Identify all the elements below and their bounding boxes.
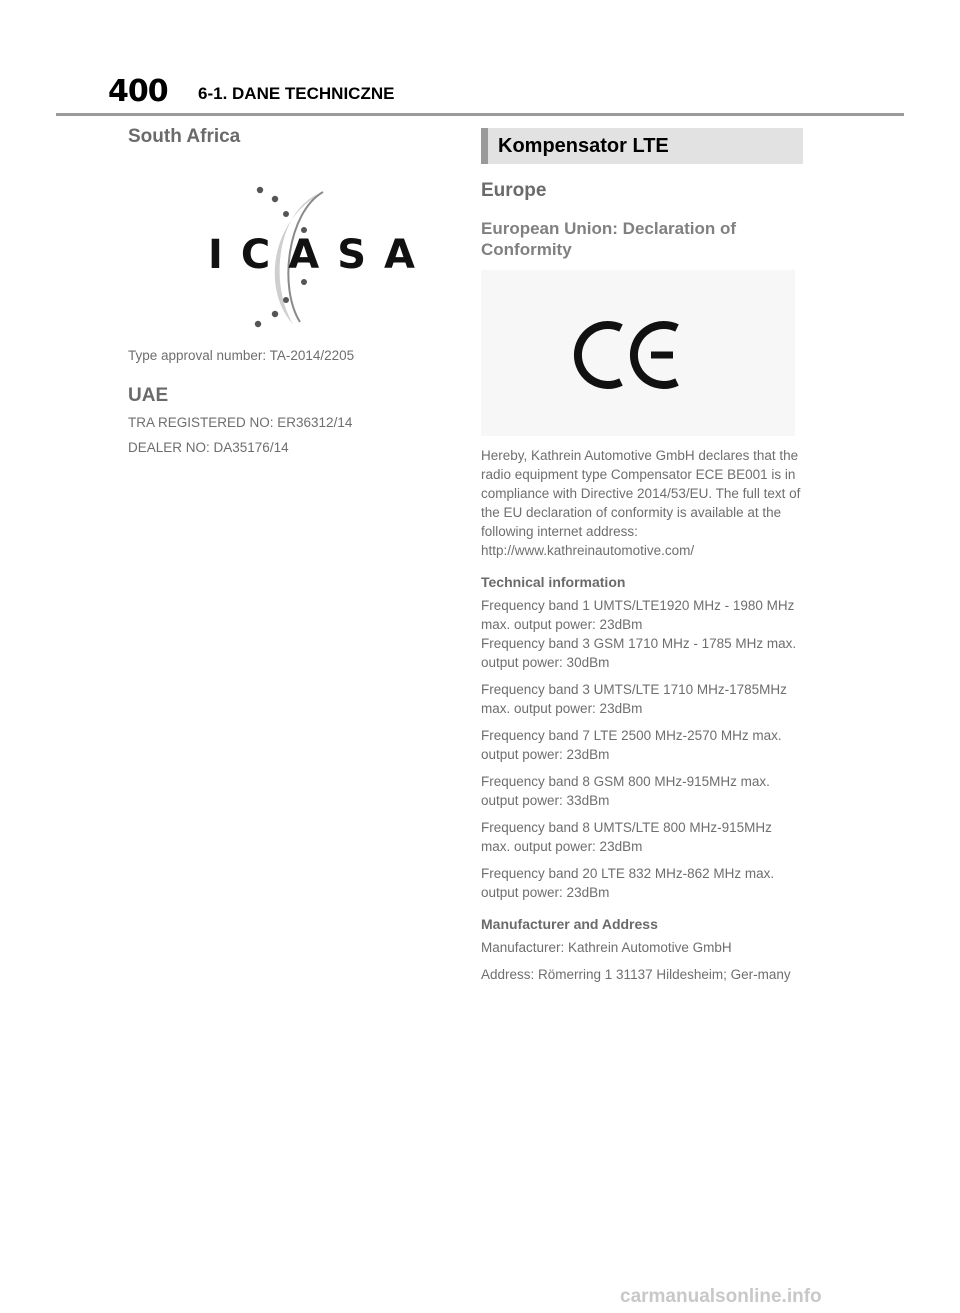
ce-mark-icon — [481, 270, 795, 436]
manufacturer-heading: Manufacturer and Address — [481, 916, 658, 932]
right-column — [481, 128, 803, 984]
technical-info-heading: Technical information — [481, 574, 626, 590]
frequency-band-item: Frequency band 20 LTE 832 MHz-862 MHz max. output power: 23dBm — [481, 866, 775, 900]
header-divider — [56, 113, 904, 116]
type-approval-number: Type approval number: TA-2014/2205 — [128, 348, 355, 363]
manufacturer-address: Address: Römerring 1 31137 Hildesheim; Ger-many — [481, 967, 791, 982]
tra-registered-number: TRA REGISTERED NO: ER36312/14 — [128, 415, 353, 430]
frequency-band-item: Frequency band 8 UMTS/LTE 800 MHz-915MHz max. output power: 23dBm — [481, 820, 772, 854]
chapter-title: 6-1. DANE TECHNICZNE — [198, 84, 395, 103]
frequency-band-item: Frequency band 1 UMTS/LTE1920 MHz - 1980 MHz max. output power: 23dBm — [481, 598, 795, 632]
declaration-text: Hereby, Kathrein Automotive GmbH declares that the radio equipment type Compensator ECE BE001 is in compliance with Directive 2014/53/EU. The full text of the EU declaration of conformity is available at the following internet address: http://www.kathreinautomotive.com/ — [481, 448, 801, 558]
section-bar-title: Kompensator LTE — [498, 134, 669, 157]
dealer-number: DEALER NO: DA35176/14 — [128, 440, 289, 455]
watermark: carmanualsonline.info — [620, 1286, 822, 1307]
section-bar — [481, 128, 803, 164]
frequency-band-list — [481, 596, 803, 902]
manufacturer-name: Manufacturer: Kathrein Automotive GmbH — [481, 940, 732, 955]
frequency-band-item: Frequency band 7 LTE 2500 MHz-2570 MHz max. output power: 23dBm — [481, 728, 782, 762]
europe-heading: Europe — [481, 180, 547, 201]
frequency-band-item: Frequency band 3 GSM 1710 MHz - 1785 MHz max. output power: 30dBm — [481, 636, 797, 670]
ce-mark-box — [481, 270, 795, 436]
icasa-logo — [128, 182, 433, 332]
frequency-band-item: Frequency band 8 GSM 800 MHz-915MHz max. output power: 33dBm — [481, 774, 770, 808]
uae-heading: UAE — [128, 385, 169, 406]
south-africa-heading: South Africa — [128, 126, 241, 147]
page-number: 400 — [108, 74, 168, 109]
eu-declaration-heading: European Union: Declaration of Conformity — [481, 219, 737, 259]
left-column — [128, 126, 433, 457]
icasa-logo-text: ICASA — [208, 232, 433, 278]
frequency-band-item: Frequency band 3 UMTS/LTE 1710 MHz-1785MHz max. output power: 23dBm — [481, 682, 787, 716]
